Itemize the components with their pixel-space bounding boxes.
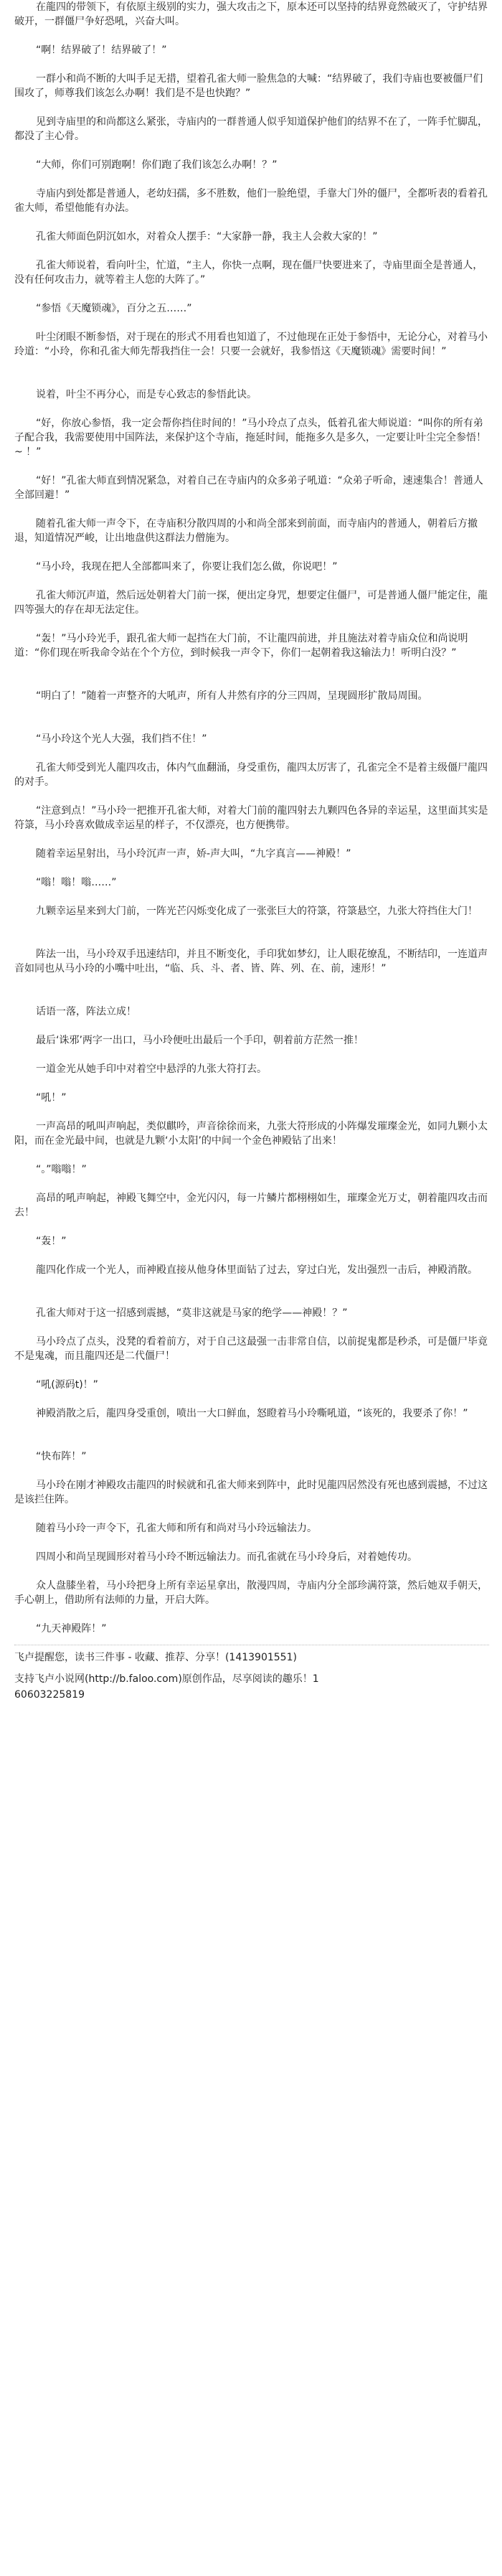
paragraph: 马小玲点了点头，没凳的看着前方，对于自己这最强一击非常自信，以前捉鬼都是秒杀，可是僵尸毕竟不是鬼魂，而且龍四还是二代僵尸！ [14,1336,488,1362]
paragraph: “吼(源码t)！” [36,1379,98,1391]
paragraph: 一群小和尚不断的大叫手足无措，望着孔雀大师一脸焦急的大喊：“结界破了，我们寺庙也要被僵尸们围攻了，师尊我们该怎么办啊！我们是不是也快跑？” [14,73,483,99]
paragraph: 龍四化作成一个光人，而神殿直接从他身体里面钻了过去，穿过白光，发出强烈一击后，神殿消散。 [36,1264,478,1276]
paragraph: 九颗幸运星来到大门前，一阵光芒闪烁变化成了一张张巨大的符箓，符箓悬空，九张大符挡住大门！ [36,906,478,917]
paragraph: 孔雀大师对于这一招感到震撼，“莫非这就是马家的绝学——神殿！？” [36,1307,348,1319]
paragraph: 最后‘诛邪’两字一出口，马小玲便吐出最后一个手印，朝着前方茫然一推！ [36,1035,364,1046]
paragraph: 一道金光从她手印中对着空中悬浮的九张大符打去。 [36,1063,267,1075]
paragraph: “马小玲这个光人大强，我们挡不住！” [36,733,207,745]
paragraph: “轰！” [36,1236,67,1247]
paragraph: “九天神殿阵！” [36,1623,107,1635]
paragraph: 随着幸运星射出，马小玲沉声一声，娇-声大叫，“九字真言——神殿！” [36,848,351,860]
paragraph: 说着，叶尘不再分心，而是专心致志的参悟此诀。 [36,389,257,400]
paragraph: 在龍四的带领下，有依原主级别的实力，强大攻击之下，原本还可以坚持的结界竟然破灭了，守护结界破开，一群僵尸争好恐吼，兴奋大叫。 [14,1,488,27]
paragraph: 孔雀大师受到光人龍四攻击，体内气血翻涌，身受重伤，龍四太厉害了，孔雀完全不是着主级僵尸龍四的对手。 [14,762,488,788]
paragraph: 马小玲在刚才神殿攻击龍四的时候就和孔雀大师来到阵中，此时见龍四居然没有死也感到震撼，不过这是该拦住阵。 [14,1480,488,1505]
footer-reminder: 飞卢提醒您，读书三件事 - 收藏、推荐、分享！(1413901551) [14,1652,297,1663]
paragraph: 随着马小玲一声令下，孔雀大师和所有和尚对马小玲远输法力。 [36,1523,317,1534]
paragraph: “好！”孔雀大师直到情况紧急，对着自己在寺庙内的众多弟子吼道：“众弟子听命，速速集合！普通人全部回避！” [14,475,483,501]
paragraph: 叶尘闭眼不断参悟，对于现在的形式不用看也知道了，不过他现在正处于参悟中，无论分心，对着马小玲道：“小玲，你和孔雀大师先帮我挡住一会！只要一会就好，我参悟这《天魔锁魂》需要时间！” [14,332,488,357]
paragraph: “吼！” [36,1092,67,1104]
paragraph: “轰！”马小玲光手，跟孔雀大师一起挡在大门前，不让龍四前进，并且施法对着寺庙众位和尚说明道：“你们现在听我命令站在个个方位，到时候我一声令下，你们一起朝着我这输法力！听明白没？” [14,633,468,659]
paragraph: “嗡！嗡！嗡……” [36,877,117,888]
paragraph: 众人盘膝坐着，马小玲把身上所有幸运星拿出，散漫四周，寺庙内分全部珍满符箓，然后她双手朝天，手心朝上，借助所有法师的力量，开启大阵。 [14,1580,488,1606]
footer-site-link[interactable]: 支持飞卢小说网(http://b.faloo.com)原创作品，尽享阅读的趣乐！1 [14,1673,319,1685]
paragraph: 话语一落，阵法立成！ [36,1006,136,1017]
paragraph: 随着孔雀大师一声令下，在寺庙积分散四周的小和尚全部来到前面，而寺庙内的普通人，朝着后方撤退，知道情况严峻，让出地盘供这群法力僧施为。 [14,518,478,544]
paragraph: “参悟《天魔锁魂》，百分之五……” [36,303,192,314]
paragraph: 孔雀大师沉声道，然后远处朝着大门前一探，便出定身咒，想要定住僵尸，可是普通人僵尸能定住，龍四等强大的存在却无法定住。 [14,590,488,616]
paragraph: “马小玲，我现在把人全部都叫来了，你要让我们怎么做，你说吧！” [36,561,338,573]
paragraph: “。”嗡嗡！” [36,1164,87,1175]
paragraph: 一声高昂的吼叫声响起，类似麒吟，声音徐徐而来，九张大符形成的小阵爆发璀璨金光，如同九颗小太阳，而在金光最中间，也就是九颗‘小太阳’的中间一个金色神殿钻了出来！ [14,1121,488,1147]
paragraph: 见到寺庙里的和尚都这么紧张，寺庙内的一群普通人似乎知道保护他们的结界不在了，一阵手忙脚乱，都没了主心骨。 [14,116,488,142]
paragraph: 寺庙内到处都是普通人，老幼妇孺，多不胜数，他们一脸绝望，手靠大门外的僵尸，全都听表的看着孔雀大师，希望他能有办法。 [14,188,488,214]
paragraph: “快布阵！” [36,1451,87,1462]
paragraph: 阵法一出，马小玲双手迅速结印，并且不断变化，手印犹如梦幻，让人眼花缭乱，不断结印，一连道声音如同也从马小玲的小嘴中吐出，“临、兵、斗、者、皆、阵、列、在、前，速形！” [14,949,488,974]
paragraph: 神殿消散之后，龍四身受重创，喷出一大口鲜血，怒瞪着马小玲嘶吼道，“该死的，我要杀了你！” [36,1408,468,1419]
paragraph: 四周小和尚呈现圆形对着马小玲不断远输法力。而孔雀就在马小玲身后，对着她传功。 [36,1551,417,1563]
paragraph: 孔雀大师说着，看向叶尘，忙道，“主人，你快一点啊，现在僵尸快要进来了，寺庙里面全是普通人，没有任何攻击力，就等着主人您的大阵了。” [14,260,483,286]
paragraph: “好，你放心参悟，我一定会帮你挡住时间的！”马小玲点了点头，低着孔雀大师说道：“叫你的所有弟子配合我，我需要使用中国阵法，来保护这个寺庙，拖延时间，能拖多久是多久，一定要让叶尘完全参悟！ ~ ！” [14,418,486,458]
footer-code: 60603225819 [14,1689,85,1701]
paragraph: 孔雀大师面色阴沉如水，对着众人摆手：“大家静一静，我主人会救大家的！” [36,231,378,243]
paragraph: “注意到点！”马小玲一把推开孔雀大师，对着大门前的龍四射去九颗四色各异的幸运星，这里面其实是符箓，马小玲喜欢做成幸运星的样子，不仅漂亮，也方便携带。 [14,805,488,831]
paragraph: 高昂的吼声响起，神殿飞舞空中，金光闪闪，每一片鳞片都栩栩如生，璀璨金光万丈，朝着龍四攻击而去！ [14,1193,488,1218]
paragraph: “明白了！”随着一声整齐的大吼声，所有人井然有序的分三四周，呈现圆形扩散局周围。 [36,690,428,702]
paragraph: “啊！结界破了！结界破了！” [36,44,167,56]
paragraph: “大师，你们可别跑啊！你们跑了我们该怎么办啊！？” [36,159,278,171]
